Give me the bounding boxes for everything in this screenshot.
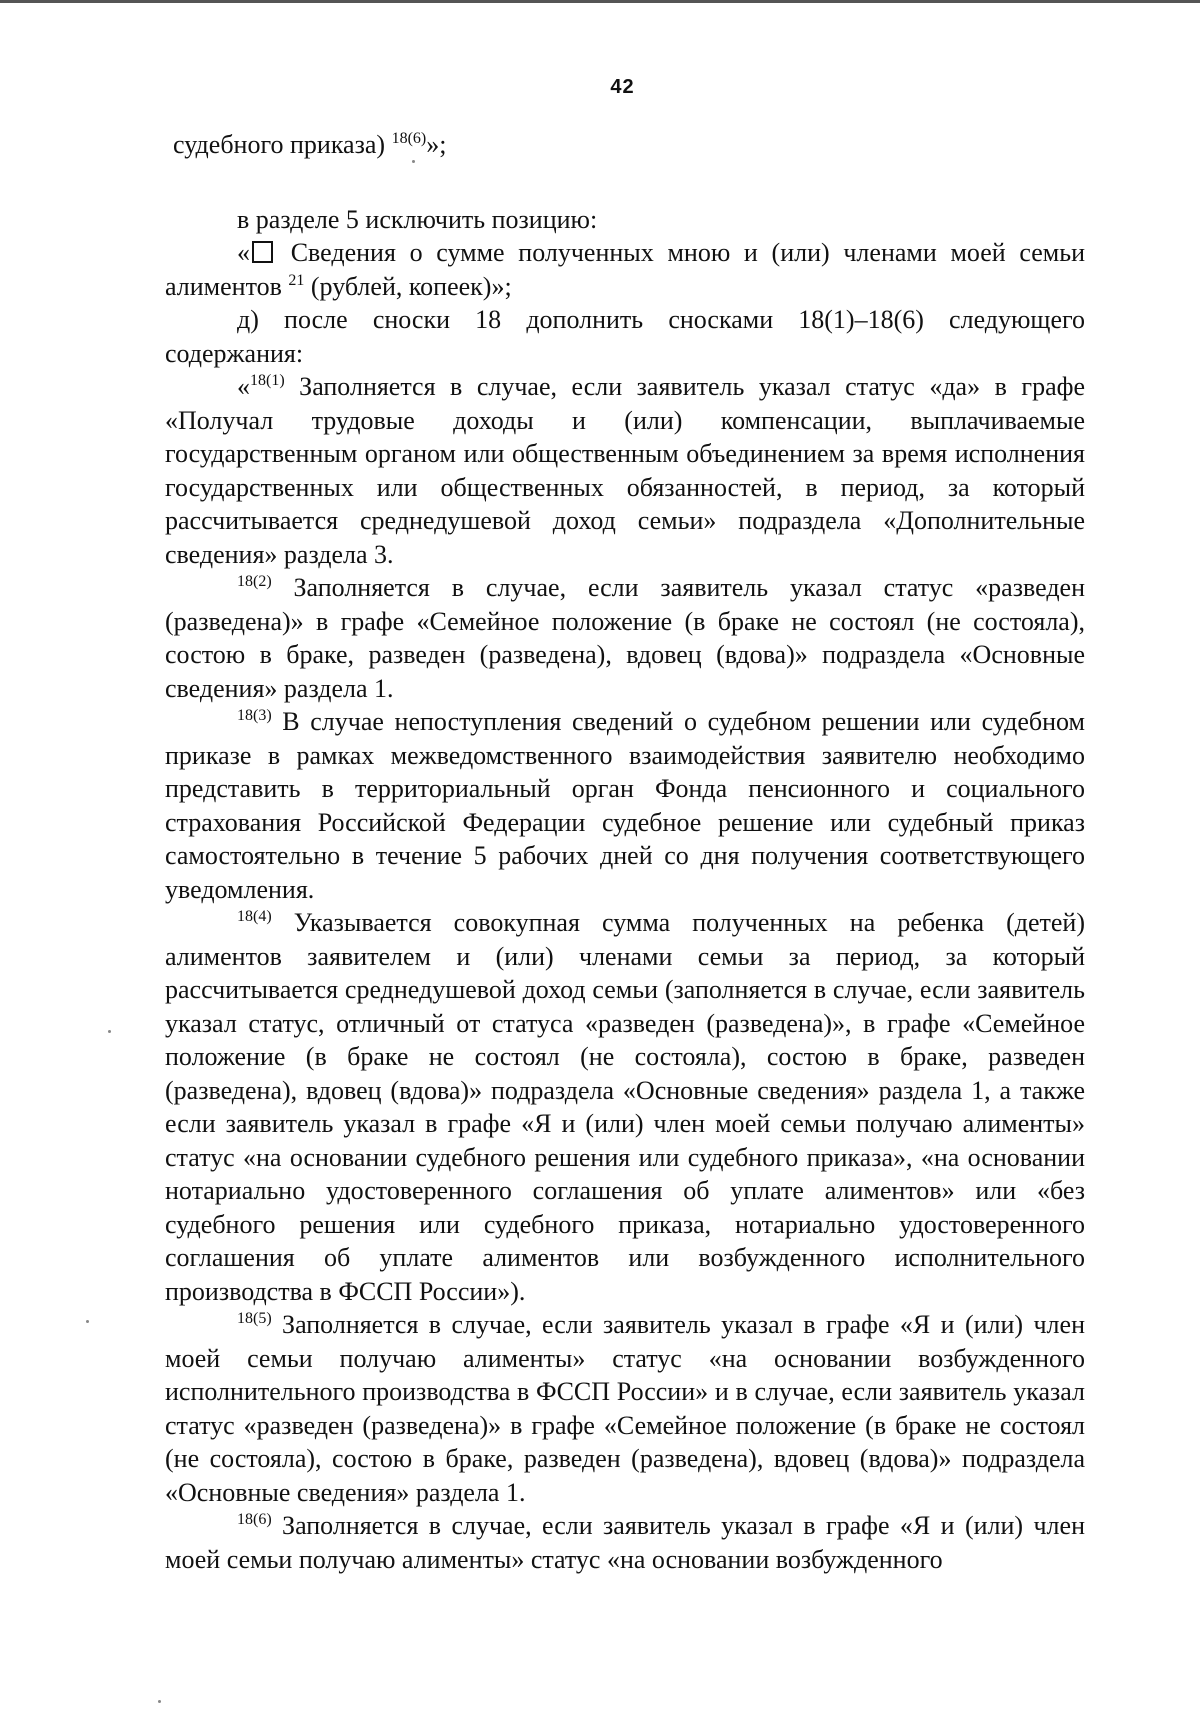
footnote-mark: 18(4) [237,908,272,925]
footnote-mark: 18(1) [250,372,285,389]
scan-speck [86,1320,89,1323]
footnote-text: В случае непоступления сведений о судебном решении или судебном приказе в рамках межведомственного взаимодействия заявителю необходимо представить в территориальный орган Фонда пенсионного и социального страхования Российской Федерации судебное решение или судебный приказ самостоятельно в течение 5 рабочих дней со дня получения соответствующего уведомления. [165,707,1085,904]
footnote-18-5 [165,1308,1085,1509]
footnote-ref: 18(6) [391,130,427,147]
quote-open: « [237,238,250,267]
footnote-18-3 [165,705,1085,906]
scan-speck [108,1030,111,1033]
paragraph-text-cont: (рублей, копеек)»; [304,271,512,301]
paragraph-text: в разделе 5 исключить позицию: [237,204,598,234]
paragraph-continuation [165,128,1085,162]
paragraph-text: Сведения о сумме полученных мною и (или) членами моей семьи алиментов [165,238,1085,301]
footnote-text: Указывается совокупная сумма полученных на ребенка (детей) алиментов заявителем и (или) членами семьи за период, за который рассчитывается среднедушевой доход семьи (заполняется в случае, если заявитель указал статус, отличный от статуса «разведен (разведена)», в графе «Семейное положение (в браке не состоял (не состояла), состою в браке, разведен (разведена), вдовец (вдова)» подраздела «Основные сведения» раздела 1, а также если заявитель указал в графе «Я и (или) член моей семьи получаю алименты» статус «на основании судебного решения или судебного приказа», «на основании нотариально удостоверенного соглашения об уплате алиментов» или «без судебного решения или судебного приказа, нотариально удостоверенного соглашения об уплате алиментов или возбужденного исполнительного производства в ФССП России»). [165,908,1085,1306]
footnote-18-2 [165,571,1085,705]
scan-speck [158,1700,161,1703]
footnote-text: Заполняется в случае, если заявитель указал в графе «Я и (или) член моей семьи получаю алименты» статус «на основании возбужденного исполнительного производства в ФССП России» и в случае, если заявитель указал статус «разведен (разведена)» в графе «Семейное положение (в браке не состоял (не состояла), состою в браке, разведен (разведена), вдовец (вдова)» подраздела «Основные сведения» раздела 1. [165,1310,1085,1507]
footnote-mark: 18(6) [237,1511,272,1528]
paragraph-text: судебного приказа) [173,130,386,159]
footnote-mark: 18(5) [237,1310,272,1327]
scan-speck [412,160,415,163]
paragraph-excluded-position [165,236,1085,303]
paragraph-add-footnotes [165,303,1085,370]
quote-open: « [237,372,250,401]
paragraph-section5 [165,203,1085,237]
footnote-18-6 [165,1509,1085,1576]
footnote-text: Заполняется в случае, если заявитель указал статус «да» в графе «Получал трудовые доходы и (или) компенсации, выплачиваемые государственным органом или общественным объединением за время исполнения государственных или общественных обязанностей, в период, за который рассчитывается среднедушевой доход семьи» подраздела «Дополнительные сведения» раздела 3. [165,372,1085,569]
footnote-text: Заполняется в случае, если заявитель указал статус «разведен (разведена)» в графе «Семейное положение (в браке не состоял (не состояла), состою в браке, разведен (разведена), вдовец (вдова)» подраздела «Основные сведения» раздела 1. [165,573,1085,703]
footnote-text: Заполняется в случае, если заявитель указал в графе «Я и (или) член моей семьи получаю алименты» статус «на основании возбужденного [165,1511,1085,1574]
paragraph-tail: »; [426,130,447,159]
footnote-mark: 18(2) [237,573,272,590]
footnote-ref: 21 [288,271,305,289]
scan-top-edge [0,0,1200,3]
footnote-18-4 [165,906,1085,1308]
checkbox-empty-icon [252,241,273,263]
document-body [165,128,1085,1576]
paragraph-text: д) после сноски 18 дополнить сносками 18(1)–18(6) следующего содержания: [165,305,1085,368]
footnote-18-1 [165,370,1085,571]
page-number: 42 [610,76,635,98]
footnote-mark: 18(3) [237,707,272,724]
